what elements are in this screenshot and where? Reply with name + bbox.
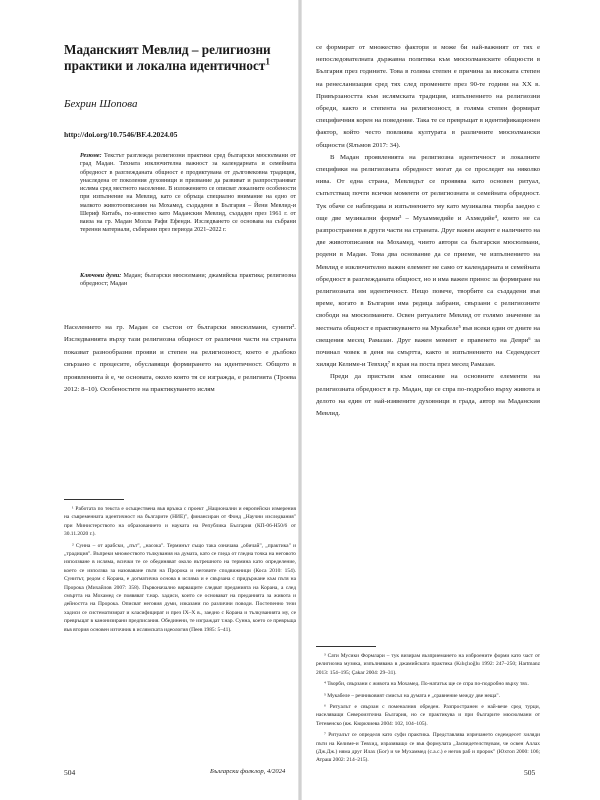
footnote-7: ⁷ Ритуалът се определя като суфи практика. Представлява изричането седемдесет хиляди пъти на Келиме-и Тевхид, изразяващо се във формулата „Засвидетелствувам, че освен Аллах (Дж.Дж.) няма друг Илах (Бог) и че Мухаммед (с.а.с.) е негов раб и пророк" (Юхтоп 2000: 106; Атраш 2002: 214–215). — [316, 732, 540, 764]
journal-footer: Български фолклор, 4/2024 — [210, 768, 286, 775]
abstract — [80, 152, 296, 235]
article-title: Маданският Мевлид – религиозни практики и локална идентичност$^1$ — [64, 42, 271, 73]
keywords-text: Мадан; български мюсюлмани; джамийска практика; религиозна обредност; Мадан — [80, 273, 296, 288]
footnote-rule — [316, 646, 376, 647]
footnotes-left — [64, 505, 296, 637]
paragraph-2: В Мадан проявленията на религиозна идентичност и локалните специфики на религиозната обредност могат да се проследят на няколко нива. От една страна, Мевлидът се проявява като основен ритуал, съпътстващ почти всички моменти от религиозната и семейната обредност. Тук обаче се наблюдава и изпълнението му като музикална творба заедно с още две музикални форми³ – Мухаммедийе и Ахмедийе⁴, които не са разпространени в други части на страната. Друг важен акцент е наличието на две животописания на Мохамед, чиито автори са български мюсюлмани, родени в Мадан. Това два основание да се приеме, че изпълнението на Мевлид е изключително важен елемент не само от календарната и семейната обредност в разглежданата общност, но и има важен принос за формиране на религиозната им идентичност. Нещо повече, творбите са създадени във време, когато в България има редица забрани, свързани с религиозните свободи на мюсюлманите. Освен ритуалите Мевлид от голямо значение за местната общност е практикуването на Мукабеле⁵ във всеки един от дните на свещения месец Рамазан. Друг важен момент е правенето на Деври⁶ за починал човек в деня на смъртта, както и изпълнението на Седемдесет хиляди Келиме-и Тевхид⁷ в края на поста през месец Рамазан. — [316, 153, 540, 369]
footnote-rule — [64, 499, 124, 500]
page-number-right: 505 — [524, 768, 536, 777]
footnote-5: ⁵ Мукабеле – речниковият смисъл на думата е „сравнение между две неща". — [324, 692, 500, 699]
footnote-2: ² Сунна – от арабски, „път", „насока". Терминът също така означава „обичай", „практика" и „традиция". Въпреки множеството тълкувания на думата, като се гледа от гледна точка на неговото използване в исляма, всички те се обединяват около вътрешното на термина като определение, което се използва за назоваване пътя на Пророка и неговите сподвижници (Коса 2010: 154). Сунитът, редом с Корана, е догматична основа в исляма и е свързана с придържане към пътя на Пророка (Михайлов 2007: 358). Първоначално вярващите следват преданията на Корана, а след смъртта на Мохамед се появяват т.нар. хадиси, които се основават на преданията за живота и дейността на Пророка. Описват неговия думи, изказани по различни поводи. Постепенно тези хадиси се систематизират и класифицират и през IX–X в., заедно с Корана и тълкуванията му, се превръщат в канонизирани предписания. Обединени, те изграждат т.нар. Сунна, което се превръща във втория основен източник в ислямската идеология (Пеев 1985: 5–41). — [64, 542, 296, 633]
author-name: Бехрин Шопова — [64, 98, 138, 110]
doi-link[interactable]: http://doi.org/10.7546/BF.4.2024.05 — [64, 130, 178, 139]
paragraph-3: Преди да пристъпя към описание на основните елементи на религиозната обредност в гр. Мадан, ще се спра по-подробно върху живота и делото на един от най-изявените духовници в града, автор на Маданския Мевлид. — [316, 373, 540, 418]
body-paragraph: Населението на гр. Мадан се състои от български мюсюлмани, сунити². Изследванията върху тази религиозна общност от различни части на страната показват разнообразни прояви и степен на религиозност, което е дълбоко свързано с процесите, обуславящи формирането на идентичност. Общото в проявленията ѝ е, че основата, около която тя се изгражда, е религията (Троева 2012: 8–10). Особеностите на практикуването ислям — [64, 324, 296, 394]
footnotes-right — [316, 652, 540, 768]
paragraph-1: се формират от множество фактори и може би най-важният от тях е непоследователната държавна политика към мюсюлманските общности в България през годините. Това в голяма степен е причина за високата степен на ренесланизация сред тях след промените през 90-те години на XX в. Привързаността към ислямската традиция, изпълнението на религиозни обреди, както и степента на религиозност, в голяма степен формират специфичния корен на поведение. Така те се превръщат в идентификационен фактор, който често повлиява културата в различните мюсюлмански общности (Ялъмов 2017: 34). — [316, 44, 540, 149]
footnote-1: ¹ Работата по текста е осъществена във връзка с проект „Национални и европейски измерения на съвременната идентичност на българите (НИЕ)", финансиран от Фонд „Научни изследвания" при Министерството на образованието и науката на Република България (КП-06-Н50/6 от 30.11.2020 г.). — [64, 506, 296, 538]
body-text-right — [316, 42, 540, 420]
footnote-6: ⁶ Ритуалът е свързан с поменалния обреден. Разпространен е най-вече сред турци, населяващи Североизточна България, но се практикува и при българите мюсюлмани от Тетевенско (вж. Кюркчиева 2004: 102, 104–105). — [316, 704, 540, 727]
title-footnote-marker[interactable]: 1 — [265, 56, 270, 67]
keywords-label: Ключови думи: — [80, 273, 122, 279]
abstract-text: Текстът разглежда религиозни практики сред български мюсюлмани от град Мадан. Тяхната изключителна важност за календарната и семейната обредност в разглежданата общност е продиктувана от дълговековна традиция, унаследена от поколения духовници и призвание да развиват и разпространяват исляма сред местното население. В изложението се описват локалните особености при изпълнение на Мевлид, като се обръща специално внимание на едно от малкото животоописания на Мохамед, създадени в България – Йени Мевлид-и Шериф Китабъ, по-известно като Маданския Мевлид, създаден през 1961 г. от ваиза на гр. Мадан Молла Рафи Ефенди. Изследването се основава на събрани теренни материали, събирани през периода 2021–2022 г. — [80, 153, 296, 234]
footnote-3: ³ Сати Мусики Формлари – тук визирам възприемането на изброените форми като част от религиозна музика, изпълнявана в джамийската практика (Kılıçlıoğlu 1992: 247–250; Hartmanz 2013: 154–195; Çakar 2004: 29–31). — [316, 653, 540, 676]
abstract-label: Резюме: — [80, 153, 102, 159]
page-number-left: 504 — [64, 768, 76, 777]
keywords — [80, 272, 296, 289]
footnote-4: ⁴ Творби, свързани с живота на Мохамед. По-нататък ще се спра по-подробно върху тях. — [324, 681, 529, 688]
